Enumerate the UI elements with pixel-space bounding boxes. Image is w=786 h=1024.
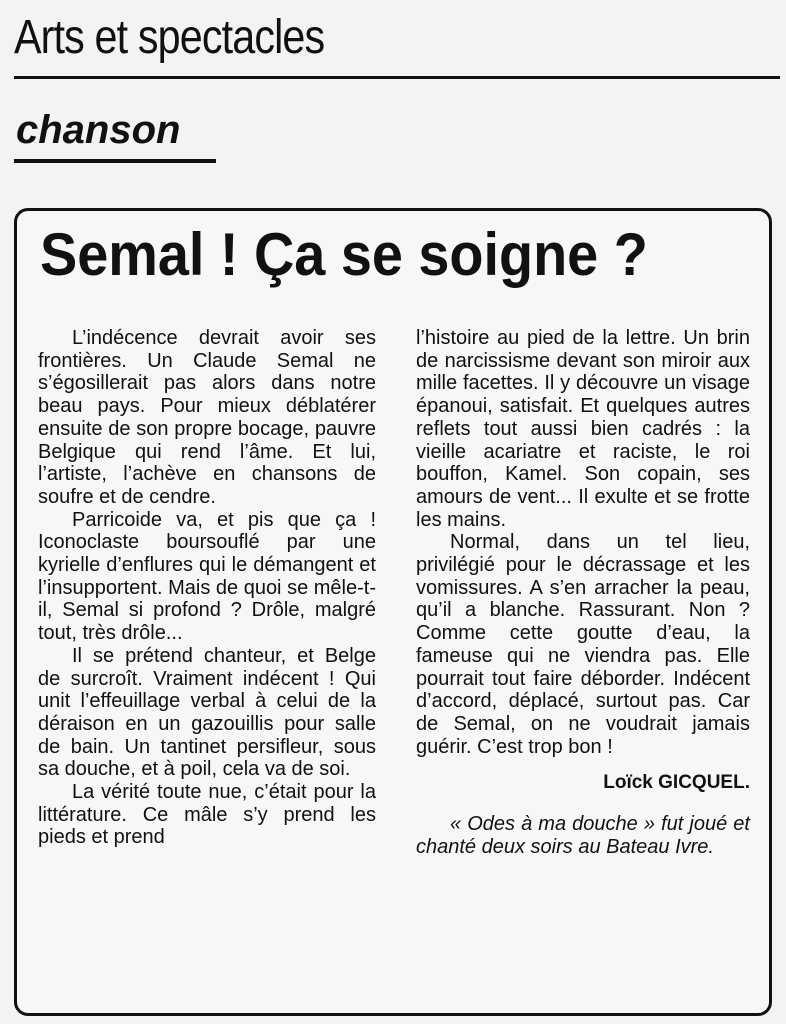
paragraph: Il se prétend chanteur, et Belge de surcroît. Vraiment indécent ! Qui unit l’effeuillage verbal à celui de la déraison en un gazouillis pour salle de bain. Un tantinet persifleur, sous sa douche, et à poil, cela va de soi. (38, 644, 376, 781)
article-column-right (416, 327, 750, 858)
author-signature: Loïck GICQUEL. (603, 772, 750, 794)
article-column-left (38, 327, 376, 849)
paragraph: l’histoire au pied de la lettre. Un brin de narcissisme devant son miroir aux mille facettes. Il y découvre un visage épanoui, satisfait. Et quelques autres reflets tout aussi bien cadrés : la vieille acariatre et raciste, le roi bouffon, Kamel. Son copain, ses amours de vent... Il exulte et se frotte les mains. (416, 327, 750, 531)
paragraph: L’indécence devrait avoir ses frontières. Un Claude Semal ne s’égosillerait pas alors dans notre beau pays. Pour mieux déblatérer ensuite de son propre bocage, pauvre Belgique qui rend l’âme. Et lui, l’artiste, l’achève en chansons de soufre et de cendre. (38, 327, 376, 508)
subsection-title: chanson (16, 108, 181, 152)
paragraph: Parricoide va, et pis que ça ! Iconoclaste boursouflé par une kyrielle d’enflures qui le démangent et l’insupportent. Mais de quoi se mêle-t-il, Semal si profond ? Drôle, malgré tout, très drôle... (38, 508, 376, 645)
article-headline: Semal ! Ça se soigne ? (40, 221, 648, 288)
paragraph: La vérité toute nue, c’était pour la littérature. Ce mâle s’y prend les pieds et prend (38, 781, 376, 849)
section-title: Arts et spectacles (14, 11, 325, 64)
header-divider (14, 76, 780, 79)
article-caption: « Odes à ma douche » fut joué et chanté deux soirs au Bateau Ivre. (416, 813, 750, 858)
subsection-underline (14, 159, 216, 163)
paragraph: Normal, dans un tel lieu, privilégié pour le décrassage et les vomissures. A s’en arracher la peau, qu’il a blanche. Rassurant. Non ? Comme cette goutte d’eau, la fameuse qui ne viendra pas. Elle pourrait tout faire déborder. Indécent d’accord, déplacé, surtout pas. Car de Semal, on ne voudrait jamais guérir. C’est trop bon ! (416, 531, 750, 758)
